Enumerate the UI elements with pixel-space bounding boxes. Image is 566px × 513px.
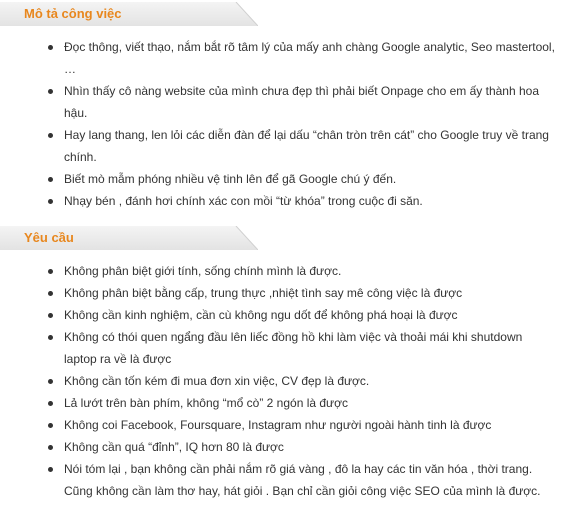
list-item xyxy=(48,190,558,212)
list-item xyxy=(48,370,558,392)
list-item xyxy=(48,124,558,168)
bullet-icon xyxy=(48,133,53,138)
requirements-list xyxy=(48,260,558,502)
bullet-icon xyxy=(48,291,53,296)
section-title: Mô tả công việc xyxy=(24,6,122,21)
bullet-icon xyxy=(48,89,53,94)
list-item xyxy=(48,392,558,414)
list-item-text: Nhìn thấy cô nàng website của mình chưa đẹp thì phải biết Onpage cho em ấy thành hoa hậu. xyxy=(64,84,540,120)
list-item-text: Không cần kinh nghiệm, cần cù không ngu dốt để không phá hoại là được xyxy=(64,308,458,322)
list-item xyxy=(48,304,558,326)
bullet-icon xyxy=(48,313,53,318)
list-item-text: Không có thói quen ngẩng đầu lên liếc đồng hồ khi làm việc và thoải mái khi shutdown laptop ra về là được xyxy=(64,330,523,366)
list-item-text: Nhạy bén , đánh hơi chính xác con mồi “từ khóa” trong cuộc đi săn. xyxy=(64,194,423,208)
list-item-text: Không cần tốn kém đi mua đơn xin việc, CV đẹp là được. xyxy=(64,374,370,388)
list-item xyxy=(48,458,558,502)
bullet-icon xyxy=(48,269,53,274)
list-item-text: Đọc thông, viết thạo, nắm bắt rõ tâm lý của mấy anh chàng Google analytic, Seo mastertool, … xyxy=(64,40,555,76)
bullet-icon xyxy=(48,199,53,204)
bullet-icon xyxy=(48,467,53,472)
bullet-icon xyxy=(48,445,53,450)
section-title: Yêu cầu xyxy=(24,230,74,245)
list-item-text: Không phân biệt bằng cấp, trung thực ,nhiệt tình say mê công việc là được xyxy=(64,286,463,300)
job-description-list xyxy=(48,36,558,212)
list-item xyxy=(48,36,558,80)
section-header-requirements xyxy=(0,226,258,250)
bullet-icon xyxy=(48,401,53,406)
list-item-text: Lả lướt trên bàn phím, không “mổ cò” 2 ngón là được xyxy=(64,396,348,410)
list-item xyxy=(48,326,558,370)
list-item-text: Không coi Facebook, Foursquare, Instagram như người ngoài hành tinh là được xyxy=(64,418,492,432)
bullet-icon xyxy=(48,335,53,340)
bullet-icon xyxy=(48,423,53,428)
list-item-text: Nói tóm lại , bạn không cần phải nắm rõ giá vàng , đô la hay các tin văn hóa , thời trang. Cũng không cần làm thơ hay, hát giỏi . Bạn chỉ cần giỏi công việc SEO của mình là được. xyxy=(64,462,541,498)
list-item xyxy=(48,168,558,190)
list-item-text: Không phân biệt giới tính, sống chính mình là được. xyxy=(64,264,342,278)
bullet-icon xyxy=(48,379,53,384)
list-item xyxy=(48,260,558,282)
list-item xyxy=(48,282,558,304)
section-header-job-description xyxy=(0,2,258,26)
list-item xyxy=(48,436,558,458)
list-item xyxy=(48,80,558,124)
bullet-icon xyxy=(48,177,53,182)
bullet-icon xyxy=(48,45,53,50)
list-item-text: Biết mò mẫm phóng nhiều vệ tinh lên để gã Google chú ý đến. xyxy=(64,172,397,186)
list-item xyxy=(48,414,558,436)
list-item-text: Hay lang thang, len lỏi các diễn đàn để lại dấu “chân tròn trên cát” cho Google truy về trang chính. xyxy=(64,128,549,164)
list-item-text: Không cần quá “đỉnh”, IQ hơn 80 là được xyxy=(64,440,284,454)
